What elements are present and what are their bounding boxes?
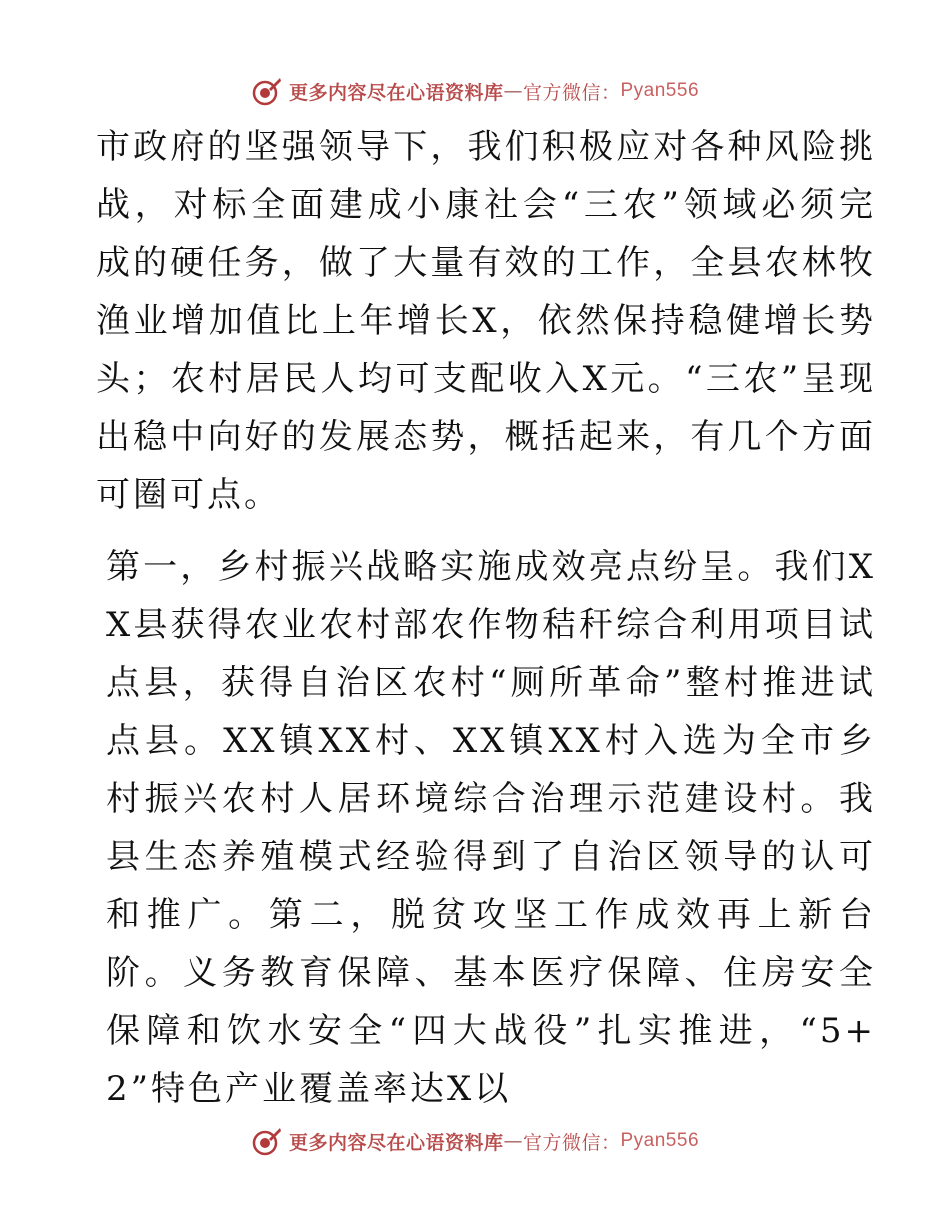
header-watermark (0, 74, 950, 108)
watermark-dash: — (503, 1130, 523, 1152)
watermark-wechat-label: 官方微信： (522, 1131, 621, 1154)
watermark-wechat-label: 官方微信： (522, 81, 621, 104)
footer-watermark (0, 1124, 950, 1158)
paragraph-2: 第一，乡村振兴战略实施成效亮点纷呈。我们XX县获得农业农村部农作物秸秆综合利用项目试点县，获得自治区农村“厕所革命”整村推进试点县。XX镇XX村、XX镇XX村入选为全市乡村振兴农村人居环境综合治理示范建设村。我县生态养殖模式经验得到了自治区领导的认可和推广。第二，脱贫攻坚工作成效再上新台阶。义务教育保障、基本医疗保障、住房安全保障和饮水安全“四大战役”扎实推进，“5+2”特色产业覆盖率达X以 (106, 547, 876, 1109)
watermark-site-text: 更多内容尽在心语资料库 (288, 81, 504, 104)
document-body (96, 118, 876, 1118)
watermark-site-text: 更多内容尽在心语资料库 (288, 1131, 504, 1154)
quill-seal-logo-icon (251, 75, 283, 107)
watermark-wechat-id: Pyan556 (620, 80, 700, 101)
paragraph-1: 市政府的坚强领导下，我们积极应对各种风险挑战，对标全面建成小康社会“三农”领域必须完成的硬任务，做了大量有效的工作，全县农林牧渔业增加值比上年增长X，依然保持稳健增长势头；农村居民人均可支配收入X元。“三农”呈现出稳中向好的发展态势，概括起来，有几个方面可圈可点。 (96, 127, 876, 515)
quill-seal-logo-icon (251, 1125, 283, 1157)
watermark-dash: — (503, 80, 523, 102)
watermark-wechat-id: Pyan556 (620, 1130, 700, 1151)
